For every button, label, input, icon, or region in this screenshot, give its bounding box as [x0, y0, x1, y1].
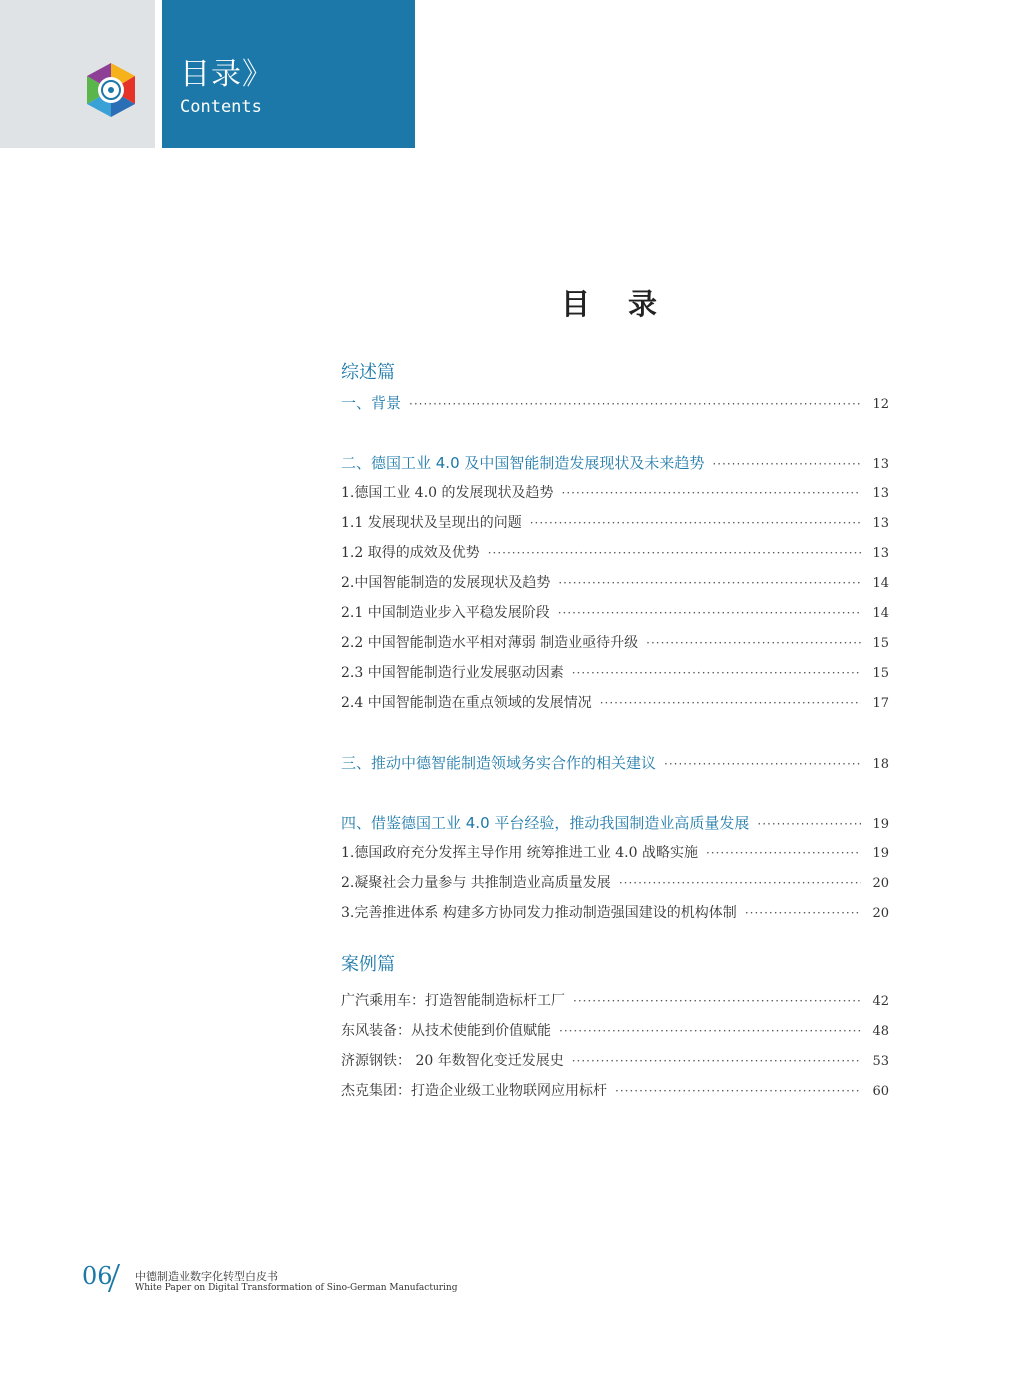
- toc-entry-page: 13: [872, 486, 889, 501]
- toc-entry-label: 三、推动中德智能制造领域务实合作的相关建议: [341, 754, 657, 772]
- toc-entry[interactable]: [341, 688, 889, 718]
- toc-entry-page: 12: [872, 397, 889, 412]
- toc-entry-label: 2.中国智能制造的发展现状及趋势: [341, 575, 551, 591]
- toc-entry[interactable]: [341, 986, 889, 1016]
- toc-entry-label: 1.1 发展现状及呈现出的问题: [341, 515, 522, 531]
- toc-entry-page: 42: [872, 994, 889, 1009]
- header-title: 目录》: [180, 57, 273, 92]
- footer-title-en: White Paper on Digital Transformation of Sino-German Manufacturing: [135, 1283, 458, 1293]
- toc-entry-page: 14: [872, 606, 889, 621]
- leader-dots: [488, 538, 861, 568]
- toc-entry-label: 1.德国工业 4.0 的发展现状及趋势: [341, 485, 554, 501]
- table-of-contents: [341, 358, 889, 1106]
- toc-entry-label: 2.3 中国智能制造行业发展驱动因素: [341, 665, 564, 681]
- toc-entry-label: 广汽乘用车：打造智能制造标杆工厂: [341, 993, 565, 1009]
- toc-entry[interactable]: [341, 838, 889, 868]
- toc-entry-page: 13: [872, 516, 889, 531]
- toc-entry[interactable]: [341, 538, 889, 568]
- toc-entry[interactable]: [341, 1076, 889, 1106]
- leader-dots: [600, 688, 861, 718]
- toc-entry-label: 1.德国政府充分发挥主导作用 统筹推进工业 4.0 战略实施: [341, 845, 698, 861]
- toc-entry[interactable]: [341, 1046, 889, 1076]
- leader-dots: [558, 568, 861, 598]
- leader-dots: [664, 749, 861, 779]
- toc-entry-page: 19: [872, 846, 889, 861]
- toc-entry[interactable]: [341, 478, 889, 508]
- toc-entry-page: 14: [872, 576, 889, 591]
- toc-entry[interactable]: [341, 568, 889, 598]
- toc-entry-page: 15: [872, 636, 889, 651]
- leader-dots: [745, 898, 861, 928]
- leader-dots: [558, 598, 861, 628]
- toc-entry[interactable]: [341, 448, 889, 478]
- toc-entry-page: 53: [872, 1054, 889, 1069]
- toc-entry-label: 2.凝聚社会力量参与 共推制造业高质量发展: [341, 875, 611, 891]
- toc-entry-label: 东风装备：从技术使能到价值赋能: [341, 1023, 551, 1039]
- toc-entry-label: 2.4 中国智能制造在重点领域的发展情况: [341, 695, 592, 711]
- toc-entry[interactable]: [341, 508, 889, 538]
- leader-dots: [712, 449, 861, 479]
- toc-entry-page: 48: [872, 1024, 889, 1039]
- header-gray-panel: [0, 0, 155, 148]
- toc-entry-label: 2.1 中国制造业步入平稳发展阶段: [341, 605, 550, 621]
- leader-dots: [646, 628, 861, 658]
- toc-entry[interactable]: [341, 898, 889, 928]
- toc-entry[interactable]: [341, 808, 889, 838]
- toc-entry-page: 19: [872, 817, 889, 832]
- toc-entry-label: 杰克集团：打造企业级工业物联网应用标杆: [341, 1083, 607, 1099]
- toc-entry-page: 13: [872, 546, 889, 561]
- toc-entry-page: 13: [872, 457, 889, 472]
- leader-dots: [559, 1016, 861, 1046]
- footer-title-zh: 中德制造业数字化转型白皮书: [135, 1270, 278, 1283]
- toc-entry[interactable]: [341, 388, 889, 418]
- toc-entry-page: 20: [872, 876, 889, 891]
- toc-entry[interactable]: [341, 628, 889, 658]
- header-subtitle: Contents: [180, 97, 262, 117]
- overview-heading: 综述篇: [341, 362, 395, 383]
- toc-entry-page: 17: [872, 696, 889, 711]
- toc-entry-label: 四、借鉴德国工业 4.0 平台经验，推动我国制造业高质量发展: [341, 814, 750, 832]
- toc-entry-label: 二、德国工业 4.0 及中国智能制造发展现状及未来趋势: [341, 454, 705, 472]
- toc-entry[interactable]: [341, 868, 889, 898]
- cases-heading: 案例篇: [341, 954, 395, 975]
- toc-entry-page: 20: [872, 906, 889, 921]
- header-banner: [162, 0, 415, 148]
- toc-entry-label: 济源钢铁： 20 年数智化变迁发展史: [341, 1053, 564, 1069]
- toc-entry[interactable]: [341, 1016, 889, 1046]
- leader-dots: [615, 1076, 861, 1106]
- leader-dots: [573, 986, 861, 1016]
- toc-entry[interactable]: [341, 658, 889, 688]
- toc-entry-label: 一、背景: [341, 394, 402, 412]
- page-title: 目 录: [560, 287, 672, 321]
- leader-dots: [572, 658, 861, 688]
- leader-dots: [619, 868, 861, 898]
- hexagon-logo-icon: [82, 61, 140, 119]
- toc-entry-page: 18: [872, 757, 889, 772]
- leader-dots: [562, 478, 861, 508]
- leader-dots: [409, 389, 861, 419]
- leader-dots: [530, 508, 861, 538]
- toc-entry-label: 3.完善推进体系 构建多方协同发力推动制造强国建设的机构体制: [341, 905, 737, 921]
- toc-entry[interactable]: [341, 598, 889, 628]
- leader-dots: [706, 838, 861, 868]
- toc-entry[interactable]: [341, 748, 889, 778]
- leader-dots: [757, 809, 861, 839]
- toc-entry-page: 60: [872, 1084, 889, 1099]
- toc-entry-label: 2.2 中国智能制造水平相对薄弱 制造业亟待升级: [341, 635, 639, 651]
- toc-entry-label: 1.2 取得的成效及优势: [341, 545, 480, 561]
- toc-entry-page: 15: [872, 666, 889, 681]
- footer-page-number: 06: [82, 1262, 113, 1290]
- leader-dots: [572, 1046, 861, 1076]
